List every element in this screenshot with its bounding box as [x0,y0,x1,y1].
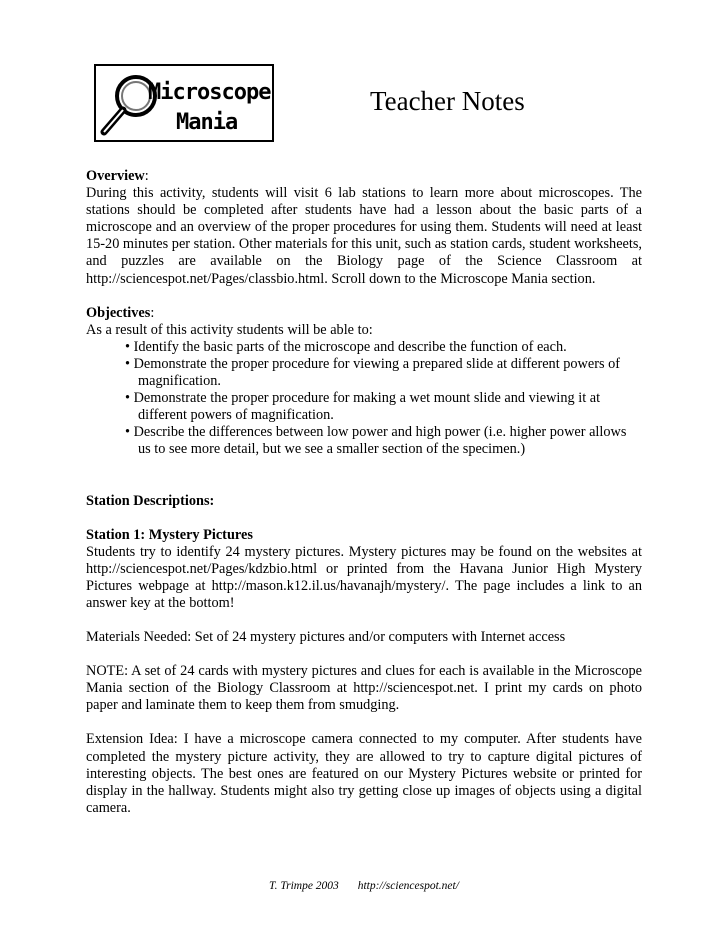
station1-materials: Materials Needed: Set of 24 mystery pictures and/or computers with Internet access [86,629,566,646]
objectives-heading: Objectives [86,304,151,321]
station1-extension: Extension Idea: I have a microscope camera connected to my computer. After students have completed the mystery picture activity, they are allowed to try to capture digital pictures of interesting objects. The best ones are featured on our Mystery Pictures website or printed for display in the hallway. Students might also try getting close up images of objects using a digital camera. [86,731,642,816]
document-body [86,168,642,817]
objectives-heading-line: Objectives: [86,304,155,321]
overview-text: During this activity, students will visit 6 lab stations to learn more about microscopes. The stations should be completed after students have had a lesson about the basic parts of a microscope and an overview of the proper procedures for using them. Students will need at least 15-20 minutes per station. Other materials for this unit, such as station cards, student worksheets, and puzzles are available on the Biology page of the Science Classroom at http://sciencespot.net/Pages/classbio.html. Scroll down to the Microscope Mania section. [86,185,642,287]
objectives-list [86,339,642,459]
footer-url: http://sciencespot.net/ [357,880,459,892]
station1-note: NOTE: A set of 24 cards with mystery pictures and clues for each is available in the Microscope Mania section of the Biology Classroom at http://sciencespot.net. I print my cards on photo paper and laminate them to keep them from smudging. [86,663,642,714]
overview-heading: Overview [86,168,145,184]
page-footer [0,880,728,892]
overview-paragraph: Overview: During this activity, students will visit 6 lab stations to learn more about microscopes. The stations should be completed after students have had a lesson about the basic parts of a microscope and an overview of the proper procedures for using them. Students will need at least 15-20 minutes per station. Other materials for this unit, such as station cards, student worksheets, and puzzles are available on the Biology page of the Science Classroom at http://sciencespot.net/Pages/classbio.html. Scroll down to the Microscope Mania section. [86,168,642,287]
logo-line-1: Microscope [148,80,271,105]
footer-author: T. Trimpe 2003 [269,880,339,892]
logo-line-2: Mania [176,110,238,135]
station1-heading: Station 1: Mystery Pictures [86,526,253,543]
objectives-intro: As a result of this activity students will be able to: [86,321,373,338]
list-item: • Describe the differences between low power and high power (i.e. higher power allows us to see more detail, but we see a smaller section of the specimen.) [125,424,627,458]
list-item: • Demonstrate the proper procedure for making a wet mount slide and viewing it at different powers of magnification. [125,390,601,424]
list-item: • Demonstrate the proper procedure for viewing a prepared slide at different powers of magnification. [125,355,621,390]
page-title: Teacher Notes [370,86,525,116]
station1-text: Students try to identify 24 mystery pictures. Mystery pictures may be found on the websites at http://sciencespot.net/Pages/kdzbio.html or printed from the Havana Junior High Mystery Pictures webpage at http://mason.k12.il.us/havanajh/mystery/. The page includes a link to an answer key at the bottom! [86,543,642,611]
list-item: • Identify the basic parts of the microscope and describe the function of each. [125,338,567,355]
microscope-mania-logo [94,64,274,142]
stations-heading: Station Descriptions: [86,492,215,509]
